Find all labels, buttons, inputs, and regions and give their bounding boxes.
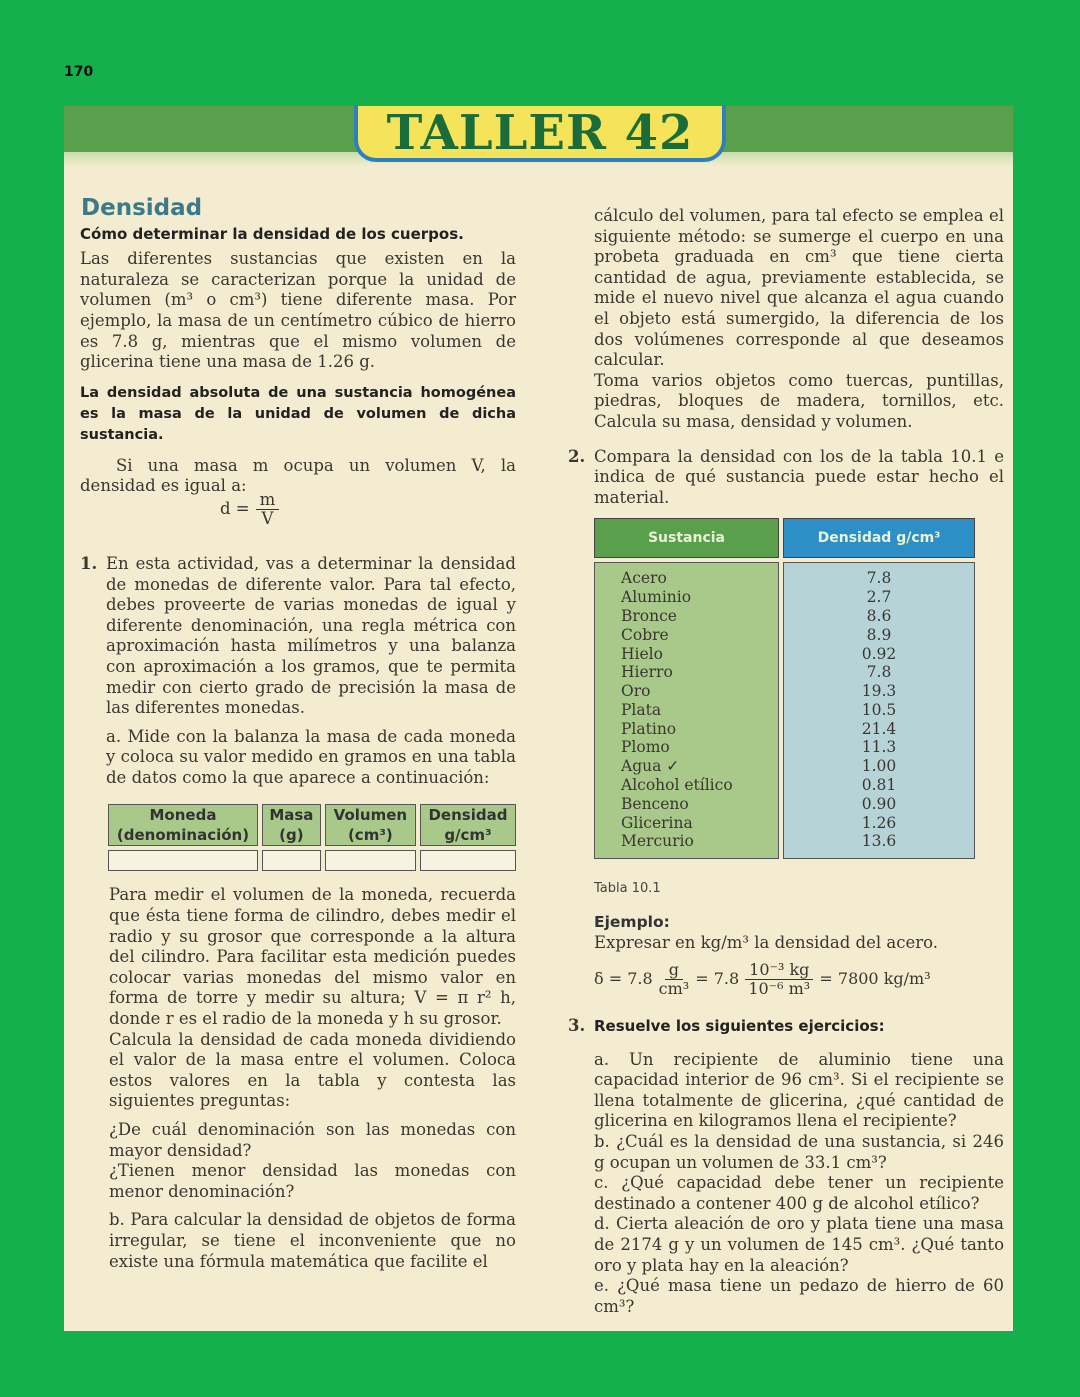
substance-cell: Bronce: [621, 606, 677, 625]
exercise-c: c. ¿Qué capacidad debe tener un recipiente destinado a contener 400 g de alcohol etílico?: [594, 1173, 1004, 1213]
substance-cell: Mercurio: [621, 832, 694, 851]
substance-cell: Plata: [621, 700, 662, 719]
density-cell: 19.3: [861, 682, 897, 701]
density-cell: 7.8: [866, 663, 892, 682]
density-cell: 0.90: [861, 794, 897, 813]
item-number: 2.: [568, 446, 586, 466]
density-header-substance: Sustancia: [594, 518, 779, 558]
density-cell: 8.6: [866, 606, 892, 625]
substance-cell: Glicerina: [621, 813, 693, 832]
example-title: Ejemplo:: [594, 912, 670, 931]
page-number: 170: [64, 64, 94, 80]
example-text: Expresar en kg/m³ la densidad del acero.: [594, 932, 938, 952]
section-subheading: Cómo determinar la densidad de los cuerpos.: [80, 224, 464, 243]
table-caption: Tabla 10.1: [594, 881, 661, 897]
item-number: 3.: [568, 1016, 586, 1036]
activity-3: [568, 1016, 1004, 1042]
calc-paragraph: Calcula la densidad de cada moneda dividiendo el valor de la masa entre el volumen. Coloca estos valores en la tabla y contesta las siguientes preguntas:: [109, 1029, 516, 1111]
item-number: 1.: [80, 553, 98, 573]
density-cell: 0.81: [861, 776, 897, 795]
substance-cell: Cobre: [621, 625, 669, 644]
question-2: ¿Tienen menor densidad las monedas con menor denominación?: [109, 1161, 516, 1201]
density-formula: [220, 491, 516, 528]
density-cell: 11.3: [861, 738, 897, 757]
substance-cell: Alcohol etílico: [621, 776, 733, 795]
substance-cell: Acero: [621, 569, 667, 588]
exercise-a: a. Un recipiente de aluminio tiene una capacidad interior de 96 cm³. Si el recipiente se llena totalmente de glicerina, ¿qué cantidad de glicerina en kilogramos llena el recipiente?: [594, 1049, 1004, 1131]
activity-3-title: Resuelve los siguientes ejercicios:: [594, 1017, 885, 1036]
table-cell-blank: [420, 850, 516, 871]
table-cell-blank: [325, 850, 416, 871]
density-column: [783, 562, 975, 859]
formula-numerator: m: [256, 491, 280, 510]
definition-paragraph: La densidad absoluta de una sustancia homogénea es la masa de la unidad de volumen de dicha sustancia.: [80, 384, 516, 443]
substance-cell: Hierro: [621, 663, 673, 682]
coin-data-table: [108, 804, 516, 871]
title-banner: [354, 106, 726, 162]
volume-paragraph: Para medir el volumen de la moneda, recuerda que ésta tiene forma de cilindro, debes medir el radio y su grosor que corresponde a la altura del cilindro. Para facilitar esta medición puedes colocar varias monedas del mismo valor en forma de torre y medir su altura; V = π r² h, donde r es el radio de la moneda y h su grosor.: [109, 885, 516, 1029]
activity-1-text: En esta actividad, vas a determinar la densidad de monedas de diferente valor. Para tal efecto, debes proveerte de varias monedas de igual y diferente denominación, una regla métrica con aproximación hasta milímetros y una balanza con aproximación a los gramos, que te permita medir con cierto grado de precisión la masa de las diferentes monedas.: [106, 553, 516, 718]
density-header-value: Densidad g/cm³: [783, 518, 975, 558]
coin-header-mass: Masa (g): [262, 804, 321, 846]
page-title: TALLER 42: [386, 106, 694, 161]
intro-paragraph: Las diferentes sustancias que existen en la naturaleza se caracterizan porque la unidad de volumen (m³ o cm³) tiene diferente masa. Por ejemplo, la masa de un centímetro cúbico de hierro es 7.8 g, mientras que el mismo volumen de glicerina tiene una masa de 1.26 g.: [80, 249, 516, 372]
density-cell: 1.26: [861, 813, 897, 832]
substance-cell: Hielo: [621, 644, 663, 663]
continuation-paragraph: cálculo del volumen, para tal efecto se emplea el siguiente método: se sumerge el cuerpo en una probeta graduada en cm³ que tiene cierta cantidad de agua, previamente establecida, se mide el nuevo nivel que alcanza el agua cuando el objeto está sumergido, la diferencia de los dos volúmenes corresponde al que deseamos calcular.: [594, 206, 1004, 370]
page: [64, 106, 1013, 1331]
activity-1: [80, 554, 516, 789]
substance-cell: Platino: [621, 719, 677, 738]
coin-header-density: Densidad g/cm³: [420, 804, 516, 846]
table-cell-blank: [262, 850, 321, 871]
formula-denominator: V: [261, 508, 274, 528]
exercise-e: e. ¿Qué masa tiene un pedazo de hierro de 60 cm³?: [594, 1276, 1004, 1316]
density-cell: 1.00: [861, 757, 897, 776]
activity-1b-text: b. Para calcular la densidad de objetos de forma irregular, se tiene el inconveniente que no existe una fórmula matemática que facilite el: [109, 1210, 516, 1271]
density-cell: 13.6: [861, 832, 897, 851]
left-column: [80, 195, 516, 1272]
density-cell: 0.92: [861, 644, 897, 663]
substance-cell: Benceno: [621, 794, 689, 813]
right-column: [568, 206, 1004, 1317]
exercise-d: d. Cierta aleación de oro y plata tiene una masa de 2174 g y un volumen de 145 cm³. ¿Qué tanto oro y plata hay en la aleación?: [594, 1214, 1004, 1275]
example-equation: δ = 7.8 $\frac{g}{\text{cm³}}$ = 7.8 $\frac{\text{10⁻³ kg}}{\text{10⁻⁶ m³}}$ = 7800 kg/m³: [594, 960, 931, 999]
activity-2: [568, 447, 1004, 509]
substance-cell: Aluminio: [621, 588, 692, 607]
activity-2-text: Compara la densidad con los de la tabla 10.1 e indica de qué sustancia puede estar hecho el material.: [594, 446, 1004, 507]
substance-cell: Agua ✓: [621, 757, 680, 776]
density-cell: 7.8: [866, 569, 892, 588]
activity-1a-text: a. Mide con la balanza la masa de cada moneda y coloca su valor medido en gramos en una tabla de datos como la que aparece a continuación:: [106, 726, 516, 787]
substance-column: [594, 562, 779, 859]
table-cell-blank: [108, 850, 258, 871]
density-table: [594, 518, 1004, 859]
density-cell: 2.7: [866, 588, 892, 607]
formula-intro: Si una masa m ocupa un volumen V, la densidad es igual a:: [80, 455, 516, 496]
section-heading: Densidad: [81, 195, 203, 221]
coin-header-denomination: Moneda (denominación): [108, 804, 258, 846]
substance-cell: Oro: [621, 682, 651, 701]
density-cell: 10.5: [861, 700, 897, 719]
density-cell: 8.9: [866, 625, 892, 644]
question-1: ¿De cuál denominación son las monedas con mayor densidad?: [109, 1120, 516, 1160]
formula-lhs: d =: [220, 499, 250, 519]
exercise-b: b. ¿Cuál es la densidad de una sustancia, si 246 g ocupan un volumen de 33.1 cm³?: [594, 1132, 1004, 1172]
density-cell: 21.4: [861, 719, 897, 738]
substance-cell: Plomo: [621, 738, 670, 757]
coin-header-volume: Volumen (cm³): [325, 804, 416, 846]
objects-paragraph: Toma varios objetos como tuercas, puntillas, piedras, bloques de madera, tornillos, etc. Calcula su masa, densidad y volumen.: [594, 370, 1004, 431]
